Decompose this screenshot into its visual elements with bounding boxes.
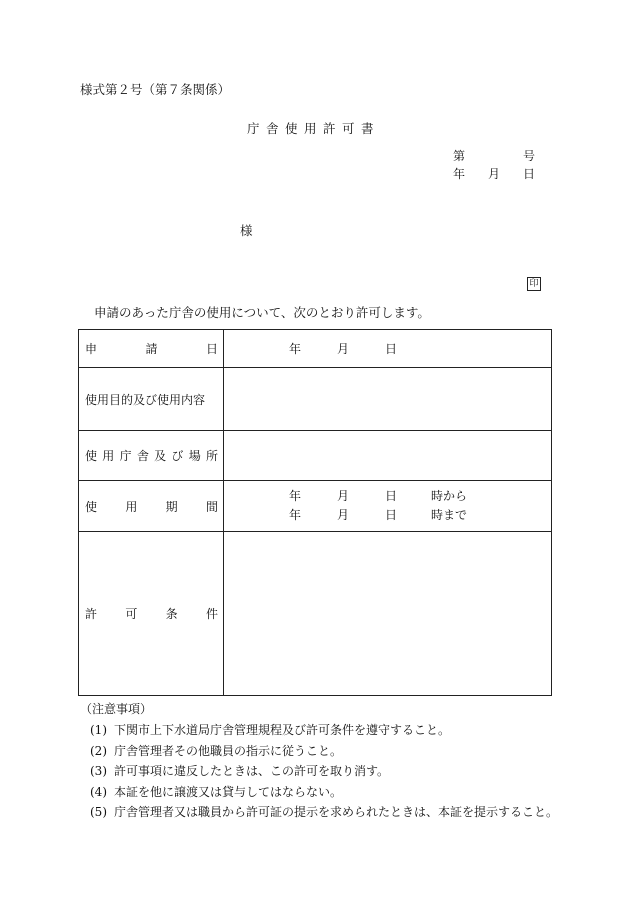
note-number: (2) <box>90 743 107 758</box>
label-char: 申 <box>85 342 98 356</box>
value-application-date[interactable] <box>224 330 552 368</box>
label-char: 用 <box>125 499 138 514</box>
issue-date-line <box>453 165 535 182</box>
label-char: 場 <box>188 449 201 463</box>
note-text: 庁舎管理者又は職員から許可証の提示を求められたときは、本証を提示すること。 <box>114 805 559 819</box>
value-purpose[interactable] <box>224 368 552 431</box>
note-number: (4) <box>90 784 107 799</box>
note-item <box>90 720 558 741</box>
note-number: (3) <box>90 764 107 778</box>
label-char: 許 <box>85 607 98 621</box>
seal-mark: 印 <box>527 277 541 291</box>
issue-month: 月 <box>487 167 500 181</box>
to-day: 日 <box>385 508 398 522</box>
note-item <box>90 741 558 762</box>
label-purpose: 使用目的及び使用内容 <box>79 368 224 431</box>
note-text: 本証を他に譲渡又は貸与してはならない。 <box>114 784 343 799</box>
issue-year: 年 <box>453 167 466 181</box>
app-month: 月 <box>337 342 350 356</box>
to-year: 年 <box>289 508 302 522</box>
row-application-date <box>79 330 552 368</box>
label-char: 期 <box>165 499 178 514</box>
label-char: 使 <box>85 499 98 514</box>
permit-number-line <box>453 147 535 164</box>
notes-list <box>90 720 558 823</box>
label-char: 条 <box>165 607 178 621</box>
value-period[interactable] <box>224 481 552 532</box>
value-place[interactable] <box>224 431 552 481</box>
value-conditions[interactable] <box>224 532 552 696</box>
label-char: 所 <box>205 449 218 463</box>
note-text: 庁舎管理者その他職員の指示に従うこと。 <box>114 743 343 758</box>
number-prefix: 第 <box>453 149 466 163</box>
to-suffix: 時まで <box>431 508 468 522</box>
label-char: 舎 <box>136 449 149 463</box>
from-year: 年 <box>289 489 302 503</box>
form-number: 様式第２号（第７条関係） <box>80 82 231 97</box>
intro-text: 申請のあった庁舎の使用について、次のとおり許可します。 <box>94 305 430 320</box>
label-char: 可 <box>125 607 138 621</box>
label-char: 用 <box>102 449 115 463</box>
addressee-suffix: 様 <box>240 223 253 238</box>
note-item <box>90 802 558 823</box>
label-char: 件 <box>205 607 218 621</box>
label-char: 庁 <box>119 449 132 463</box>
note-item <box>90 782 558 803</box>
note-number: (5) <box>90 805 107 819</box>
row-place <box>79 431 552 481</box>
number-suffix: 号 <box>522 149 535 163</box>
label-char: び <box>171 449 184 463</box>
label-char: 間 <box>205 499 218 514</box>
row-conditions <box>79 532 552 696</box>
from-suffix: 時から <box>431 489 468 503</box>
label-char: 請 <box>145 342 158 356</box>
permit-table <box>78 329 552 696</box>
label-application-date <box>79 330 224 368</box>
note-number: (1) <box>90 723 107 737</box>
to-month: 月 <box>337 508 350 522</box>
note-text: 許可事項に違反したときは、この許可を取り消す。 <box>114 764 390 778</box>
label-period <box>79 481 224 532</box>
label-char: 及 <box>154 449 167 463</box>
label-place <box>79 431 224 481</box>
note-text: 下関市上下水道局庁舎管理規程及び許可条件を遵守すること。 <box>114 723 451 737</box>
label-char: 日 <box>205 342 218 356</box>
document-title: 庁舎使用許可書 <box>247 121 381 136</box>
app-day: 日 <box>385 342 398 356</box>
label-conditions <box>79 532 224 696</box>
from-month: 月 <box>337 489 350 503</box>
label-char: 使 <box>85 449 98 463</box>
from-day: 日 <box>385 489 398 503</box>
notes-heading: （注意事項） <box>80 702 153 716</box>
row-period <box>79 481 552 532</box>
issue-day: 日 <box>522 167 535 181</box>
row-purpose <box>79 368 552 431</box>
app-year: 年 <box>289 342 302 356</box>
note-item <box>90 761 558 782</box>
